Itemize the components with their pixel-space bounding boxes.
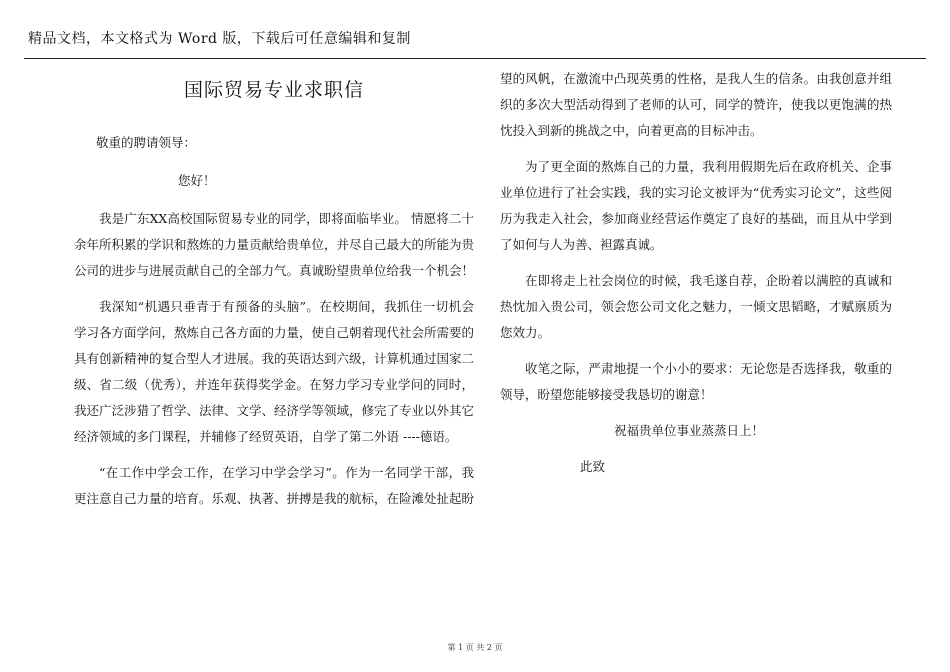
salutation: 敬重的聘请领导： [96,135,197,150]
paragraph-practice: 为了更全面的熬炼自己的力量，我利用假期先后在政府机关、企事业单位进行了社会实践，我的实习论文被评为“优秀实习论文”，这些阅历为我走入社会，参加商业经营运作奠定了良好的基础，而且从中学到了如何与人为善、袒露真诚。 [500,159,892,252]
document-title: 国际贸易专业求职信 [183,79,364,101]
paragraph-intro: 我是广东XX高校国际贸易专业的同学，即将面临毕业。 情愿将二十余年所积累的学识和熬炼的力量贡献给贵单位，并尽自己最大的所能为贵公司的进步与进展贡献自己的全部力气。真诚盼望贵单位给我一个机会！ [74,211,475,278]
right-column [500,66,892,490]
paragraph-closing-request: 收笔之际，严肃地提一个小小的要求：无论您是否选择我，敬重的领导，盼望您能够接受我恳切的谢意！ [500,361,892,402]
closing-phrase: 此致 [580,459,606,474]
paragraph-application: 在即将走上社会岗位的时候，我毛遂自荐，企盼着以满腔的真诚和热忱加入贵公司，领会您公司文化之魅力，一倾文思韬略，才赋禀质为您效力。 [500,273,892,340]
greeting: 您好！ [178,173,216,188]
paragraph-studies: 我深知“机遇只垂青于有预备的头脑”。在校期间，我抓住一切机会学习各方面学问，熬炼自己各方面的力量，使自己朝着现代社会所需要的具有创新精神的复合型人才进展。我的英语达到六级，计算机通过国家二级、省二级（优秀），并连年获得奖学金。在努力学习专业学问的同时，我还广泛涉猎了哲学、法律、文学、经济学等领域，修完了专业以外其它经济领域的多门课程，并辅修了经贸英语，自学了第二外语 ----德语。 [74,299,475,444]
header-divider [24,58,926,59]
paragraph-cadre: “在工作中学会工作，在学习中学会学习”。作为一名同学干部，我更注意自己力量的培育。乐观、执著、拼搏是我的航标，在险滩处扯起盼 [74,465,475,506]
paragraph-cadre-continued: 望的风帆，在激流中凸现英勇的性格，是我人生的信条。由我创意并组织的多次大型活动得到了老师的认可，同学的赞许，使我以更饱满的热忱投入到新的挑战之中，向着更高的目标冲击。 [500,71,892,138]
document-banner: 精品文档，本文格式为 Word 版，下载后可任意编辑和复制 [28,31,411,47]
closing-wish: 祝福贵单位事业蒸蒸日上！ [613,423,764,438]
page-number: 第 1 页 共 2 页 [447,643,503,652]
left-column [74,66,474,522]
